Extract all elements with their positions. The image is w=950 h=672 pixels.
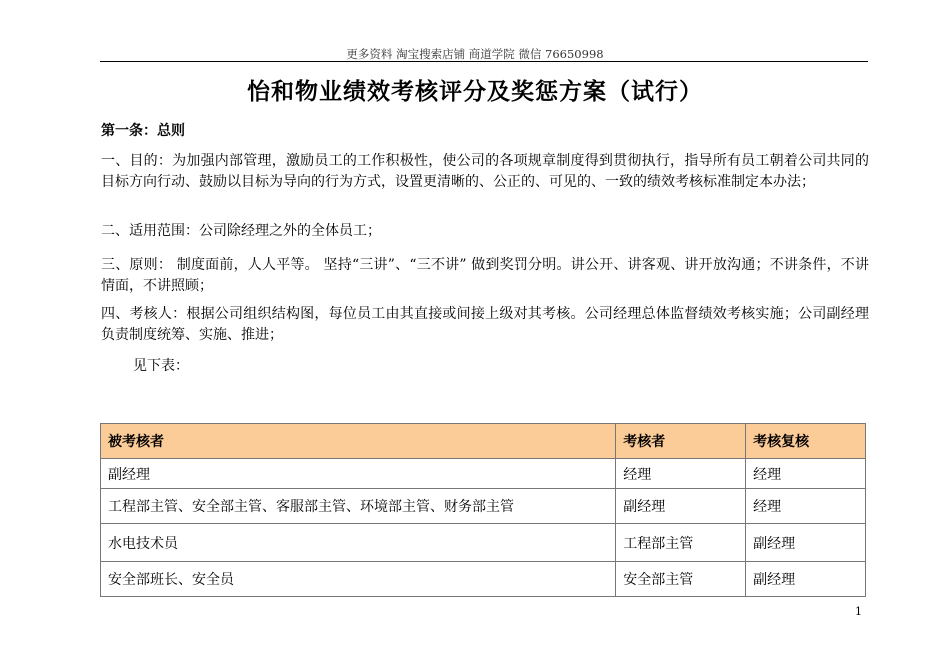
- cell-reviewee: 工程部主管、安全部主管、客服部主管、环境部主管、财务部主管: [101, 489, 616, 524]
- table-row: [101, 524, 866, 562]
- cell-reviewee: 副经理: [101, 459, 616, 489]
- header-reviewer: 考核者: [616, 424, 746, 459]
- table-row: [101, 489, 866, 524]
- paragraph-purpose: 一、目的：为加强内部管理，激励员工的工作积极性，使公司的各项规章制度得到贯彻执行，指导所有员工朝着公司共同的目标方向行动、鼓励以目标为导向的行为方式，设置更清晰的、公正的、可见的、一致的绩效考核标准制定本办法；: [101, 153, 869, 190]
- header-divider: [100, 61, 868, 62]
- paragraph-principles: 三、原则： 制度面前，人人平等。 坚持“三讲”、“三不讲” 做到奖罚分明。讲公开、讲客观、讲开放沟通；不讲条件，不讲情面，不讲照顾；: [101, 257, 869, 294]
- cell-review-check: 经理: [746, 459, 866, 489]
- document-title: 怡和物业绩效考核评分及奖惩方案（试行）: [247, 78, 703, 105]
- paragraph-scope: 二、适用范围：公司除经理之外的全体员工；: [101, 223, 381, 239]
- paragraph-reviewers: 四、考核人：根据公司组织结构图，每位员工由其直接或间接上级对其考核。公司经理总体监督绩效考核实施；公司副经理负责制度统筹、实施、推进；: [101, 306, 869, 343]
- cell-reviewer: 工程部主管: [616, 524, 746, 562]
- paragraph-see-table: 见下表：: [133, 358, 189, 374]
- cell-review-check: 副经理: [746, 562, 866, 597]
- page-number: 1: [855, 605, 862, 618]
- table-header-row: [101, 424, 866, 459]
- section-heading: 第一条：总则: [101, 123, 185, 139]
- cell-reviewee: 水电技术员: [101, 524, 616, 562]
- review-table: [100, 423, 866, 597]
- cell-review-check: 副经理: [746, 524, 866, 562]
- cell-review-check: 经理: [746, 489, 866, 524]
- header-reviewee: 被考核者: [101, 424, 616, 459]
- cell-reviewer: 副经理: [616, 489, 746, 524]
- table-row: [101, 562, 866, 597]
- cell-reviewer: 经理: [616, 459, 746, 489]
- cell-reviewee: 安全部班长、安全员: [101, 562, 616, 597]
- table-row: [101, 459, 866, 489]
- header-review-check: 考核复核: [746, 424, 866, 459]
- cell-reviewer: 安全部主管: [616, 562, 746, 597]
- page-header-text: 更多资料 淘宝搜索店铺 商道学院 微信 76650998: [346, 47, 604, 61]
